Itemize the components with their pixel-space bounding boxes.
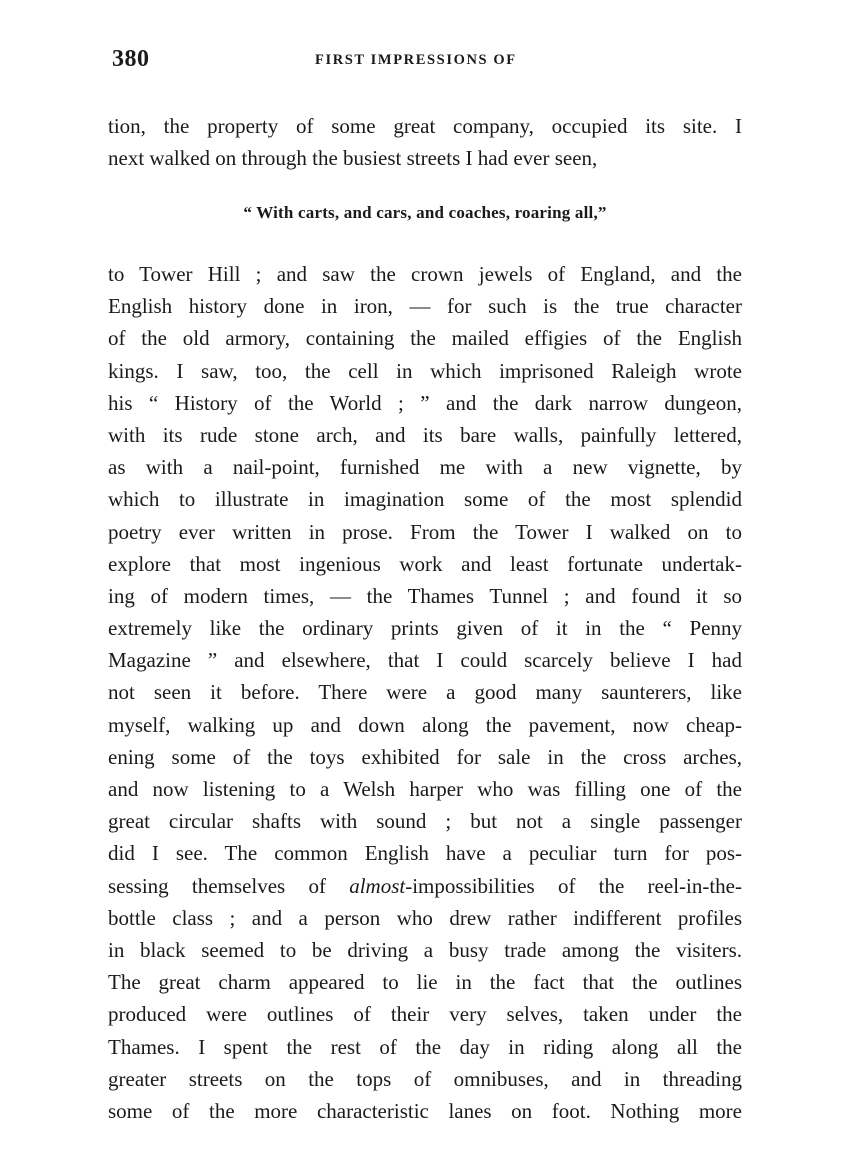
text-segment: -impossibilities of the reel-in-the-: [405, 873, 742, 898]
text-line: Thames. I spent the rest of the day in riding along all the: [108, 1034, 742, 1059]
text-line: as with a nail-point, furnished me with a new vignette, by: [108, 455, 742, 480]
text-line: produced were outlines of their very selves, taken under the: [108, 1002, 742, 1027]
text-line: English history done in iron, — for such is the true character: [108, 294, 742, 319]
text-line: with its rude stone arch, and its bare walls, painfully lettered,: [108, 422, 742, 447]
text-line: great circular shafts with sound ; but not a single passenger: [108, 809, 742, 834]
text-line: did I see. The common English have a peculiar turn for pos-: [108, 841, 742, 866]
text-line: bottle class ; and a person who drew rather indifferent profiles: [108, 905, 742, 930]
text-line: in black seemed to be driving a busy trade among the visiters.: [108, 937, 742, 962]
italic-word: almost: [349, 873, 406, 898]
text-line: explore that most ingenious work and least fortunate undertak-: [108, 551, 742, 576]
text-line: ening some of the toys exhibited for sale in the cross arches,: [108, 744, 742, 769]
text-line: The great charm appeared to lie in the fact that the outlines: [108, 970, 742, 995]
text-line: not seen it before. There were a good many saunterers, like: [108, 680, 742, 705]
text-line-with-italic: [108, 870, 742, 902]
text-line: poetry ever written in prose. From the Tower I walked on to: [108, 519, 742, 544]
text-line: greater streets on the tops of omnibuses, and in threading: [108, 1066, 742, 1091]
page-number: 380: [112, 46, 150, 72]
text-line: to Tower Hill ; and saw the crown jewels of England, and the: [108, 262, 742, 286]
block-quote: “ With carts, and cars, and coaches, roaring all,”: [243, 203, 607, 222]
text-segment: sessing themselves of: [108, 873, 326, 898]
text-line: tion, the property of some great company, occupied its site. I: [108, 114, 742, 138]
text-line: Magazine ” and elsewhere, that I could scarcely believe I had: [108, 648, 742, 673]
text-line: and now listening to a Welsh harper who was filling one of the: [108, 777, 742, 801]
paragraph-main: [108, 258, 742, 1127]
text-line: of the old armory, containing the mailed effigies of the English: [108, 326, 742, 351]
paragraph-continuation: [108, 110, 742, 174]
text-line: myself, walking up and down along the pavement, now cheap-: [108, 712, 742, 737]
text-line: some of the more characteristic lanes on foot. Nothing more: [108, 1098, 742, 1123]
text-line: ing of modern times, — the Thames Tunnel ; and found it so: [108, 583, 742, 608]
text-line: which to illustrate in imagination some of the most splendid: [108, 487, 742, 512]
text-line: extremely like the ordinary prints given of it in the “ Penny: [108, 616, 742, 641]
text-line: his “ History of the World ; ” and the dark narrow dungeon,: [108, 390, 742, 415]
running-head: FIRST IMPRESSIONS OF: [315, 52, 517, 68]
text-line: kings. I saw, too, the cell in which imprisoned Raleigh wrote: [108, 358, 742, 383]
text-line: next walked on through the busiest streets I had ever seen,: [108, 146, 598, 171]
